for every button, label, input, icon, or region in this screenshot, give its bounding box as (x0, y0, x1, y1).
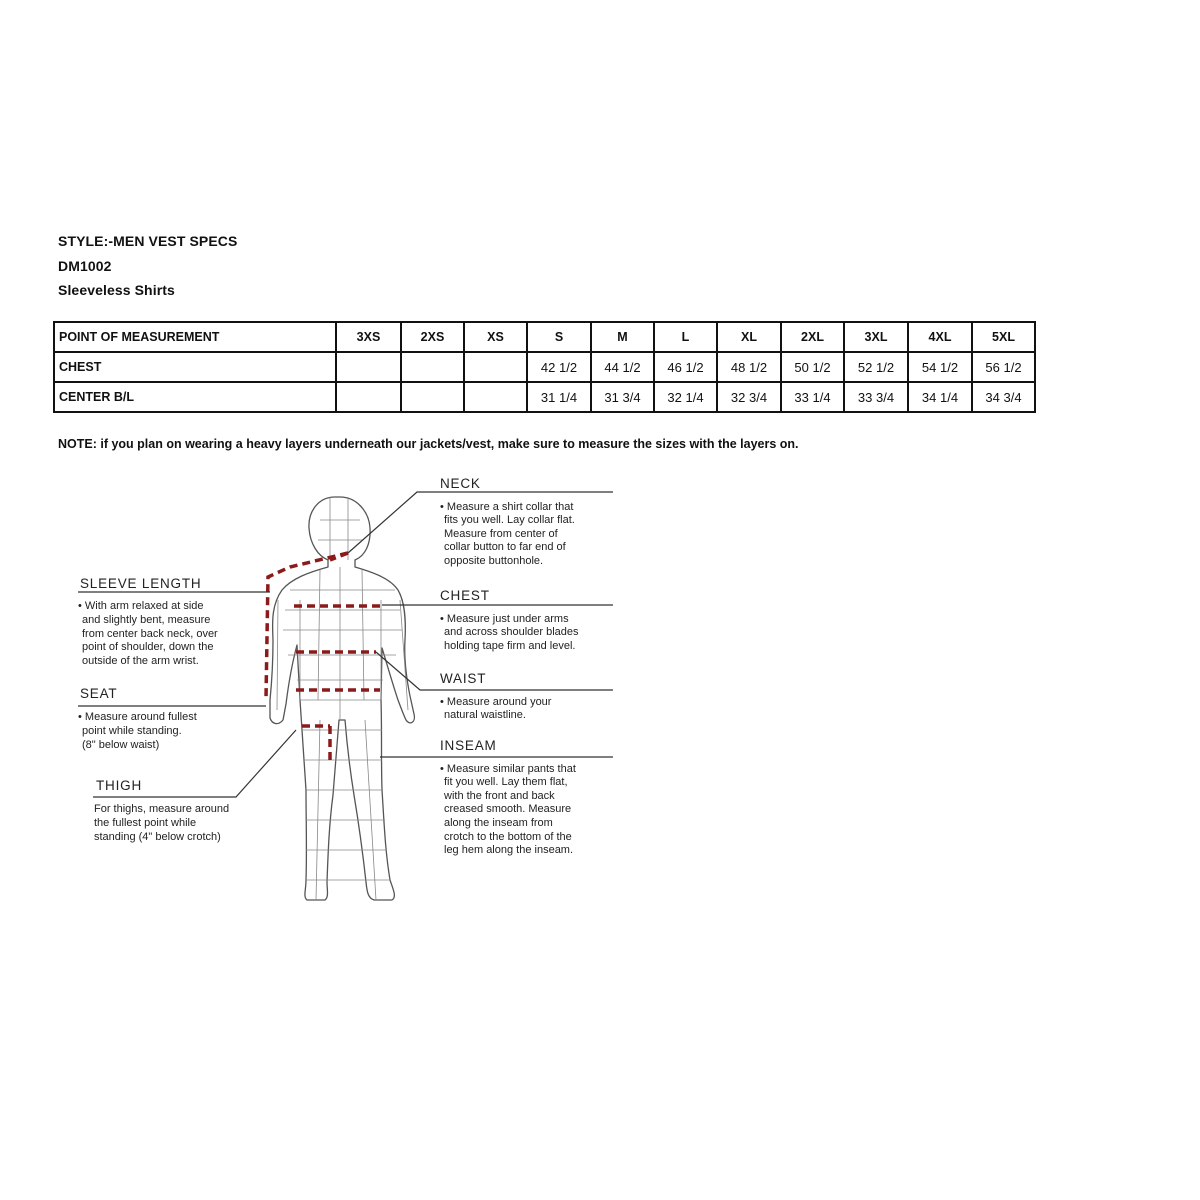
column-header: 3XS (336, 322, 401, 352)
chest-desc-line: • Measure just under arms (440, 613, 569, 625)
thigh-desc-line: For thighs, measure around (94, 803, 230, 815)
neck-desc-line: • Measure a shirt collar that (440, 501, 574, 513)
style-code: DM1002 (58, 258, 112, 274)
inseam-desc-line: leg hem along the inseam. (444, 844, 574, 856)
neck-desc-line: collar button to far end of (444, 541, 566, 553)
table-cell: 56 1/2 (972, 352, 1035, 382)
measurement-guide-lines (266, 553, 382, 760)
thigh-desc-line: the fullest point while (94, 817, 197, 829)
measurement-guide (0, 460, 1200, 920)
table-cell: 48 1/2 (717, 352, 781, 382)
sleeve-desc-line: outside of the arm wrist. (82, 655, 199, 667)
table-cell (464, 352, 527, 382)
inseam-desc-line: creased smooth. Measure (444, 803, 572, 815)
product-name: Sleeveless Shirts (58, 282, 175, 298)
inseam-desc-line: • Measure similar pants that (440, 763, 576, 775)
thigh-label: THIGH (96, 778, 142, 793)
table-cell: 54 1/2 (908, 352, 972, 382)
table-cell: 42 1/2 (527, 352, 591, 382)
table-cell (336, 382, 401, 412)
table-cell: 31 3/4 (591, 382, 654, 412)
waist-desc-line: natural waistline. (444, 709, 526, 721)
neck-desc-line: fits you well. Lay collar flat. (444, 514, 575, 526)
table-cell (464, 382, 527, 412)
sleeve-length-label: SLEEVE LENGTH (80, 576, 202, 591)
column-header: 2XS (401, 322, 464, 352)
inseam-desc-line: crotch to the bottom of the (444, 831, 572, 843)
table-cell: 34 1/4 (908, 382, 972, 412)
table-cell: 52 1/2 (844, 352, 908, 382)
size-spec-table (53, 321, 1036, 413)
column-header: XS (464, 322, 527, 352)
waist-desc-line: • Measure around your (440, 696, 552, 708)
seat-desc-line: • Measure around fullest (78, 711, 197, 723)
chest-desc-line: holding tape firm and level. (444, 640, 576, 652)
seat-desc-line: (8" below waist) (82, 739, 160, 751)
table-cell: 34 3/4 (972, 382, 1035, 412)
table-cell: 33 1/4 (781, 382, 844, 412)
column-header: S (527, 322, 591, 352)
row-label: CHEST (54, 352, 336, 382)
column-header: M (591, 322, 654, 352)
column-header: XL (717, 322, 781, 352)
table-header-row (54, 322, 1035, 352)
table-cell: 32 3/4 (717, 382, 781, 412)
inseam-desc-line: with the front and back (444, 790, 555, 802)
chest-label: CHEST (440, 588, 490, 603)
table-cell: 46 1/2 (654, 352, 717, 382)
row-label: CENTER B/L (54, 382, 336, 412)
neck-label: NECK (440, 476, 481, 491)
table-cell: 32 1/4 (654, 382, 717, 412)
table-cell (336, 352, 401, 382)
table-cell: 33 3/4 (844, 382, 908, 412)
table-cell (401, 382, 464, 412)
chest-desc-line: and across shoulder blades (444, 626, 579, 638)
column-header: POINT OF MEASUREMENT (54, 322, 336, 352)
layering-note: NOTE: if you plan on wearing a heavy layers underneath our jackets/vest, make sure to measure the sizes with the layers on. (58, 437, 799, 451)
table-cell: 31 1/4 (527, 382, 591, 412)
table-row (54, 352, 1035, 382)
column-header: L (654, 322, 717, 352)
sleeve-desc-line: • With arm relaxed at side (78, 600, 204, 612)
seat-desc-line: point while standing. (82, 725, 182, 737)
inseam-desc-line: fit you well. Lay them flat, (444, 776, 568, 788)
neck-desc-line: Measure from center of (444, 528, 558, 540)
sleeve-desc-line: from center back neck, over (82, 628, 218, 640)
sleeve-desc-line: point of shoulder, down the (82, 641, 214, 653)
column-header: 2XL (781, 322, 844, 352)
waist-label: WAIST (440, 671, 487, 686)
table-cell (401, 352, 464, 382)
table-cell: 50 1/2 (781, 352, 844, 382)
style-title: STYLE:-MEN VEST SPECS (58, 233, 238, 249)
column-header: 3XL (844, 322, 908, 352)
column-header: 5XL (972, 322, 1035, 352)
table-row (54, 382, 1035, 412)
seat-label: SEAT (80, 686, 118, 701)
inseam-desc-line: along the inseam from (444, 817, 553, 829)
neck-desc-line: opposite buttonhole. (444, 555, 544, 567)
table-cell: 44 1/2 (591, 352, 654, 382)
body-figure-illustration (270, 497, 414, 900)
thigh-desc-line: standing (4" below crotch) (94, 831, 221, 843)
inseam-label: INSEAM (440, 738, 497, 753)
column-header: 4XL (908, 322, 972, 352)
sleeve-desc-line: and slightly bent, measure (82, 614, 211, 626)
